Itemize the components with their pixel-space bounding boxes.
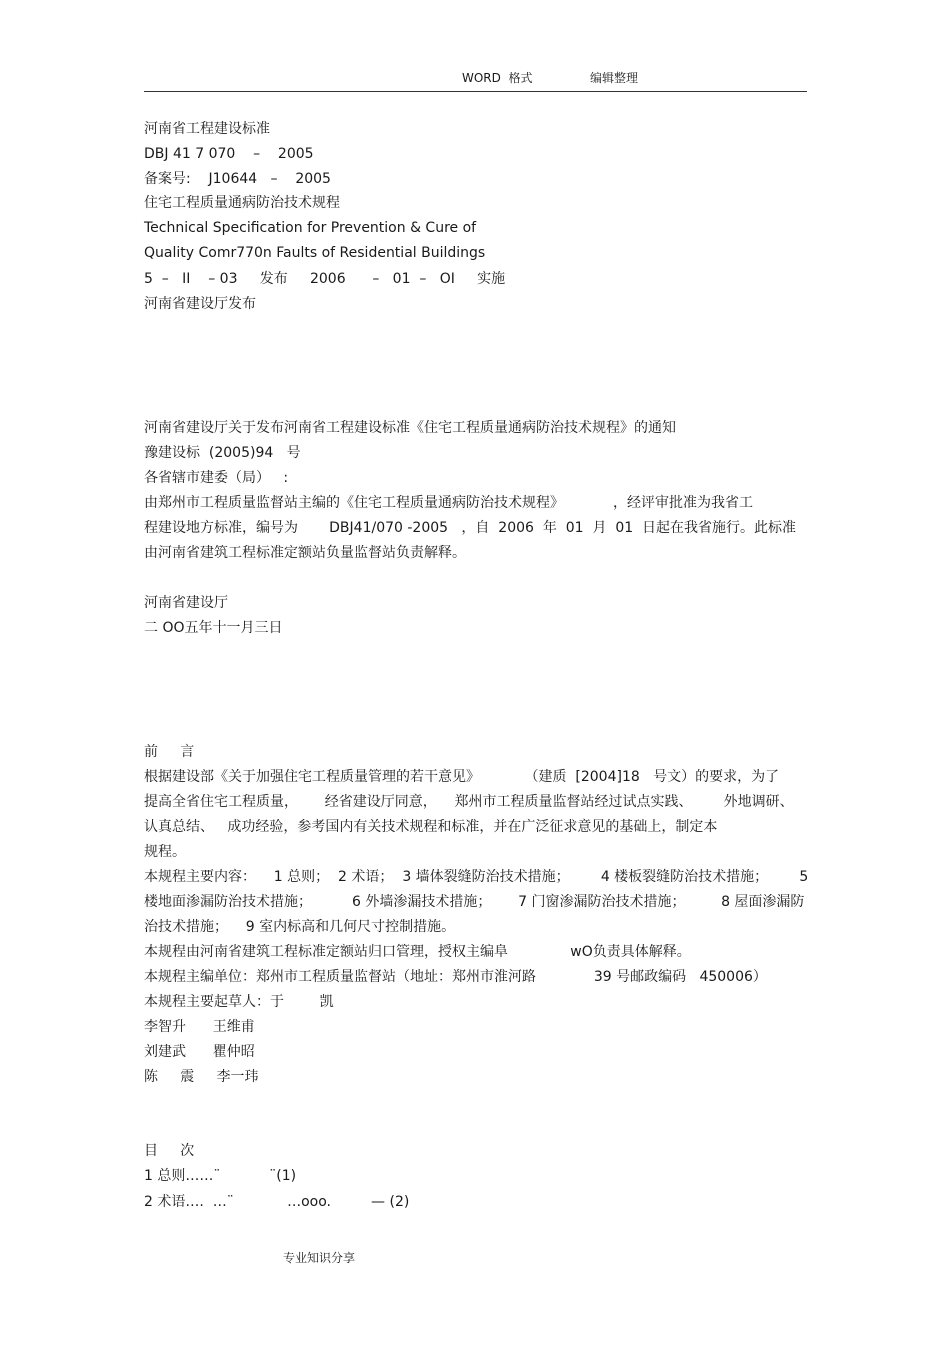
preface-contents-line-3: 治技术措施； 9 室内标高和几何尺寸控制措施。: [144, 919, 456, 935]
cover-title-cn: 住宅工程质量通病防治技术规程: [144, 195, 340, 211]
page-footer: 专业知识分享: [283, 1251, 356, 1265]
preface-body-line-2: 提高全省住宅工程质量， 经省建设厅同意， 郑州市工程质量监督站经过试点实践、 外地调研、: [144, 794, 794, 810]
header-format-label: WORD 格式: [462, 71, 533, 85]
notice-body-line-2: 程建设地方标准，编号为 DBJ41/070 -2005 ，自 2006 年 01 月 01 日起在我省施行。此标准: [144, 520, 797, 536]
preface-contents-line-2: 楼地面渗漏防治技术措施； 6 外墙渗漏技术措施； 7 门窗渗漏防治技术措施； 8 屋面渗漏防: [144, 894, 805, 910]
header-edit-label: 编辑整理: [590, 71, 639, 85]
preface-body-line-1: 根据建设部《关于加强住宅工程质量管理的若干意见》 （建质 [2004]18 号文）的要求，为了: [144, 769, 780, 785]
header-rule: [144, 91, 807, 92]
cover-standard-number: DBJ 41 7 070 – 2005: [144, 146, 314, 162]
cover-standard-title: 河南省工程建设标准: [144, 121, 270, 137]
preface-heading: 前 言: [144, 744, 195, 760]
notice-signature: 河南省建设厅: [144, 595, 228, 611]
notice-document-number: 豫建设标 (2005)94 号: [144, 445, 301, 461]
notice-recipients: 各省辖市建委（局） :: [144, 470, 289, 486]
notice-body-line-3: 由河南省建筑工程标准定额站负量监督站负责解释。: [144, 545, 466, 561]
preface-body-line-4: 规程。: [144, 844, 186, 860]
notice-title: 河南省建设厅关于发布河南省工程建设标准《住宅工程质量通病防治技术规程》的通知: [144, 420, 676, 436]
toc-heading: 目 次: [144, 1143, 195, 1159]
notice-body-line-1: 由郑州市工程质量监督站主编的《住宅工程质量通病防治技术规程》 ，经评审批准为我省工: [144, 495, 753, 511]
preface-body-line-3: 认真总结、 成功经验，参考国内有关技术规程和标准，并在广泛征求意见的基础上，制定本: [144, 819, 718, 835]
preface-drafters-row-3: 陈 震 李一玮: [144, 1069, 259, 1085]
cover-record-number: 备案号: J10644 – 2005: [144, 171, 331, 187]
toc-item[interactable]: 2 术语…. …¨ …ooo. — (2): [144, 1194, 410, 1210]
cover-publisher: 河南省建设厅发布: [144, 296, 256, 312]
preface-management: 本规程由河南省建筑工程标准定额站归口管理，授权主编阜 wO负责具体解释。: [144, 944, 691, 960]
cover-dates: 5 – II – 03 发布 2006 – 01 – OI 实施: [144, 271, 506, 287]
cover-title-en-1: Technical Specification for Prevention & Cure of: [144, 220, 477, 236]
preface-drafters: 本规程主要起草人：于 凯: [144, 994, 334, 1010]
preface-contents-line-1: 本规程主要内容： 1 总则； 2 术语； 3 墙体裂缝防治技术措施； 4 楼板裂缝防治技术措施； 5: [144, 869, 809, 885]
cover-title-en-2: Quality Comr770n Faults of Residential Buildings: [144, 245, 486, 261]
notice-date: 二 OO五年十一月三日: [144, 620, 283, 636]
toc-item[interactable]: 1 总则……¨ ¨(1): [144, 1168, 297, 1184]
preface-drafters-row-1: 李智升 王维甫: [144, 1019, 255, 1035]
preface-chief-editor-unit: 本规程主编单位：郑州市工程质量监督站（地址：郑州市淮河路 39 号邮政编码 450006）: [144, 969, 767, 985]
preface-drafters-row-2: 刘建武 瞿仲昭: [144, 1044, 255, 1060]
